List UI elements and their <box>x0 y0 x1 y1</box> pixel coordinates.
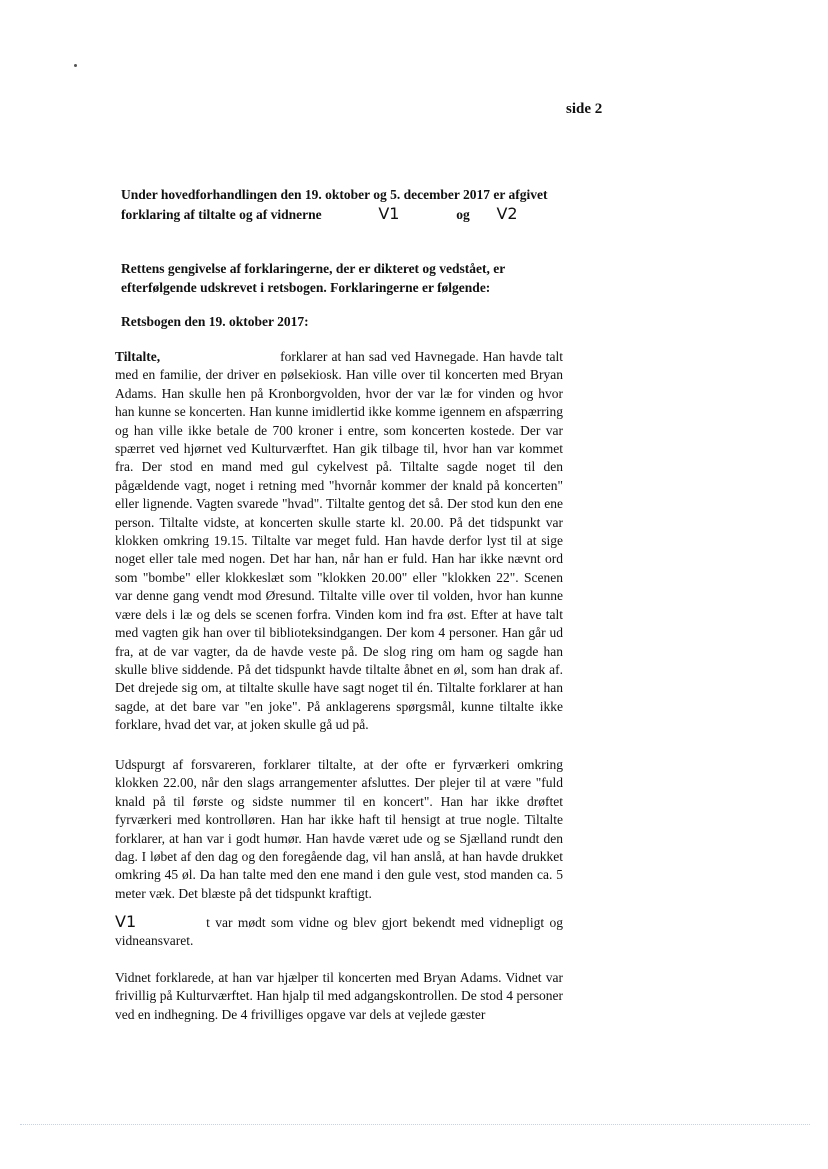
witness-1-handwritten: V1 <box>378 204 400 223</box>
defendant-statement-text: forklarer at han sad ved Havnegade. Han havde talt med en familie, der driver en pølsekiosk. Han ville over til koncerten med Bryan Adams. Han skulle hen på Kronborgvolden, hvor der var læ for vinden og hvor han kunne se koncerten. Han kunne imidlertid ikke komme igennem en afspærring og han ville ikke betale de 700 kroner i entre, som koncerten kostede. Der var spærret ved hjørnet ved Kulturværftet. Han gik tilbage til, hvor han var kommet fra. Der stod en mand med gul cykelvest på. Tiltalte sagde noget til den pågældende vagt, noget i retning med "hvornår kommer der knald på koncerten" eller lignende. Vagten svarede "hvad". Tiltalte gentog det så. Der stod kun den ene person. Tiltalte vidste, at koncerten skulle starte kl. 20.00. På det tidspunkt var klokken omkring 19.15. Tiltalte var meget fuld. Han havde derfor lyst til at sige noget eller tale med nogen. Det har han, når han er fuld. Han har ikke nævnt ord som "bombe" eller klokkeslæt som "klokken 20.00" eller "klokken 22". Scenen var denne gang vendt mod Øresund. Tiltalte ville over til volden, hvor han kunne være dels i læ og dels se scenen forfra. Vinden kom ind fra øst. Efter at have talt med vagten gik han over til biblioteksindgangen. Der kom 4 personer. Han går ud fra, at de var vagter, da de havde veste på. De slog ring om ham og sagde han skulle blive siddende. På det tidspunkt havde tiltalte åbnet en øl, som han drak af. Det drejede sig om, at tiltalte skulle have sagt noget til én. Tiltalte forklarer at han sagde, at det bare var "en joke". På anklagerens spørgsmål, kunne tiltalte ikke forklare, hvad det var, at joken skulle gå ud på. <box>115 349 563 733</box>
date-line: Retsbogen den 19. oktober 2017: <box>121 314 309 329</box>
intro-paragraph <box>121 185 561 224</box>
witness-statement-paragraph: Vidnet forklarede, at han var hjælper til koncerten med Bryan Adams. Vidnet var frivillig på Kulturværftet. Han hjalp til med adgangskontrollen. De stod 4 personer ved en indhegning. De 4 frivilliges opgave var dels at vejlede gæster <box>115 970 563 1022</box>
witness-1-handwritten-label: V1 <box>115 912 137 931</box>
defendant-statement <box>115 348 563 735</box>
section-heading: Rettens gengivelse af forklaringerne, der er dikteret og vedstået, er efterfølgende udskrevet i retsbogen. Forklaringerne er følgende: <box>121 261 506 295</box>
intro-text: Under hovedforhandlingen den 19. oktober og 5. december 2017 er afgivet forklaring af tiltalte og af vidnerne <box>121 187 548 222</box>
intro-conjunction: og <box>456 207 470 222</box>
defense-questions-paragraph: Udspurgt af forsvareren, forklarer tiltalte, at der ofte er fyrværkeri omkring klokken 22.00, når den slags arrangementer afsluttes. Der plejer til at være "fuld knald på til første og sidste nummer til en koncert". Han har ikke drøftet fyrværkeri med kontrolløren. Han har ikke haft til hensigt at true nogle. Tiltalte forklarer, at han var i godt humør. Han havde været ude og se Sjælland rundt den dag. I løbet af den dag og den foregående dag, vil han anslå, at han havde drukket omkring 45 øl. Da han talte med den ene mand i den gule vest, stod manden ca. 5 meter væk. Det blæste på det tidspunkt kraftigt. <box>115 757 563 901</box>
scan-speck <box>74 64 77 67</box>
witness-2-handwritten: V2 <box>496 204 518 223</box>
page-number: side 2 <box>566 101 603 117</box>
witness-intro-paragraph <box>115 913 563 951</box>
defendant-label: Tiltalte, <box>115 349 161 364</box>
witness-intro-text: t var mødt som vidne og blev gjort bekendt med vidnepligt og vidneansvaret. <box>115 915 563 949</box>
scan-artifact-line <box>20 1124 810 1126</box>
